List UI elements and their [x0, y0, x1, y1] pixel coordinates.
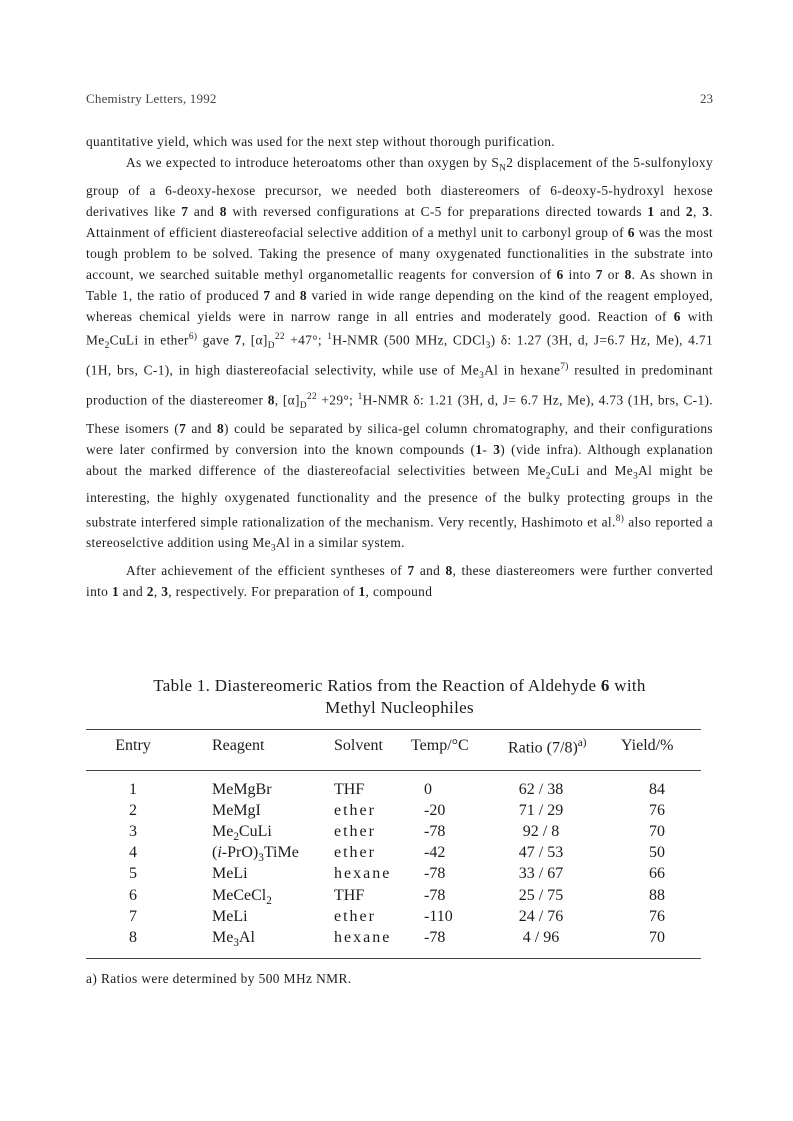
table-top-rule	[86, 729, 701, 730]
cell-temp: -42	[424, 844, 446, 862]
cell-solvent: ether	[334, 907, 376, 925]
cell-yield: 88	[649, 886, 665, 904]
cell-reagent: MeLi	[212, 865, 248, 883]
table-row	[86, 929, 701, 950]
table-row	[86, 781, 701, 802]
header-ratio-note: a)	[577, 737, 587, 749]
table-caption	[86, 675, 713, 719]
table-header-row	[86, 737, 701, 761]
table-caption-line-1: Table 1. Diastereomeric Ratios from the Reaction of Aldehyde 6 with	[153, 676, 646, 695]
cell-yield: 70	[649, 823, 665, 841]
cell-yield: 66	[649, 865, 665, 883]
cell-ratio: 33 / 67	[518, 865, 564, 883]
cell-solvent: THF	[334, 781, 365, 798]
cell-solvent: THF	[334, 886, 365, 904]
cell-ratio: 71 / 29	[518, 802, 564, 820]
cell-reagent: $Me_2CuLi$	[212, 823, 272, 844]
table-row	[86, 823, 701, 844]
cell-yield: 50	[649, 844, 665, 862]
paragraph-3: After achievement of the efficient syntheses of 7 and 8, these diastereomers were further converted into 1 and 2, 3, respectively. For preparation of 1, compound	[86, 562, 714, 599]
cell-entry: 5	[129, 865, 137, 883]
cell-temp: -78	[424, 865, 446, 883]
header-solvent: Solvent	[334, 737, 383, 754]
paragraph-1: quantitative yield, which was used for the next step without thorough purification.	[86, 134, 555, 149]
cell-solvent: ether	[334, 844, 376, 862]
header-temp: Temp/°C	[411, 737, 469, 754]
cell-temp: -78	[424, 823, 446, 841]
cell-reagent: MeLi	[212, 907, 248, 925]
body-text	[86, 131, 713, 602]
cell-solvent: hexane	[334, 865, 392, 883]
cell-temp: 0	[424, 781, 432, 798]
cell-yield: 76	[649, 802, 665, 820]
cell-entry: 7	[129, 907, 137, 925]
cell-entry: 8	[129, 928, 137, 946]
cell-yield: 76	[649, 907, 665, 925]
cell-solvent: hexane	[334, 928, 392, 946]
cell-yield: 70	[649, 928, 665, 946]
page-number: 23	[700, 91, 713, 106]
cell-ratio: 4 / 96	[522, 928, 560, 946]
table-row	[86, 887, 701, 908]
cell-reagent: MeMgBr	[212, 781, 272, 798]
cell-yield: 84	[649, 781, 665, 798]
cell-reagent: $Me_3Al$	[212, 928, 255, 949]
table-row	[86, 844, 701, 865]
running-header	[86, 91, 713, 109]
cell-reagent: MeMgI	[212, 802, 261, 820]
cell-temp: -78	[424, 886, 446, 904]
cell-temp: -20	[424, 802, 446, 820]
cell-entry: 4	[129, 844, 137, 862]
table-row	[86, 908, 701, 929]
cell-entry: 6	[129, 886, 137, 904]
cell-reagent: MeCeCl$_2$	[212, 886, 272, 907]
table-header-rule	[86, 770, 701, 771]
header-ratio	[508, 737, 586, 757]
cell-reagent: $(i-PrO)_3TiMe$	[212, 844, 299, 865]
cell-ratio: 92 / 8	[522, 823, 560, 841]
paragraph-2: As we expected to introduce heteroatoms other than oxygen by $S_N2$ displacement of the 5-sulfonyloxy group of a 6-deoxy-hexose precursor, we needed both diastereomers of 6-deoxy-5-hydroxyl hexose derivatives like 7 and 8 with reversed configurations at C-5 for preparations directed towards 1 and 2, 3. Attainment of efficient diastereofacial selective addition of a methyl unit to carbonyl group of 6 was the most tough problem to be solved. Taking the presence of many oxygenated functionalities in the substrate into account, we searched suitable methyl organometallic reagents for conversion of 6 into 7 or 8. As shown in Table 1, the ratio of produced 7 and 8 varied in wide range depending on the kind of the reagent employed, whereas chemical yields were in narrow range in all entries and moderately good. Reaction of 6 with $Me_2CuLi$ in ether$^{6)}$ gave 7, $[\alpha]_D^{22} +47^\circ$; $^1$H-NMR (500 MHz, CDCl$_3$) δ: 1.27 (3H, d, J=6.7 Hz, Me), 4.71 (1H, brs, C-1), in high diastereofacial selectivity, while use of $Me_3Al$ in hexane$^{7)}$ resulted in predominant production of the diastereomer 8, $[\alpha]_D^{22} +29^\circ$; $^1$H-NMR δ: 1.21 (3H, d, J= 6.7 Hz, Me), 4.73 (1H, brs, C-1). These isomers (7 and 8) could be separated by silica-gel column chromatography, and their configurations were later confirmed by conversion into the known compounds (1- 3) (vide infra). Although explanation about the marked difference of the diastereofacial selectivities between $Me_2CuLi$ and $Me_3Al$ might be interesting, the highly oxygenated functionality and the presence of the bulky protecting groups in the substrate interfered simple rationalization of the mechanism. Very recently, Hashimoto et al.$^{8)}$ also reported a stereoselctive addition using $Me_3Al$ in a similar system.	[86, 155, 714, 554]
cell-entry: 3	[129, 823, 137, 841]
cell-solvent: ether	[334, 823, 376, 841]
cell-temp: -110	[424, 907, 453, 925]
cell-ratio: 47 / 53	[518, 844, 564, 862]
cell-temp: -78	[424, 928, 446, 946]
journal-name: Chemistry Letters, 1992	[86, 91, 217, 106]
table-row	[86, 802, 701, 823]
cell-entry: 1	[129, 781, 137, 798]
cell-entry: 2	[129, 802, 137, 820]
cell-ratio: 24 / 76	[518, 907, 564, 925]
cell-solvent: ether	[334, 802, 376, 820]
table-caption-line-2: Methyl Nucleophiles	[325, 698, 474, 717]
table-bottom-rule	[86, 958, 701, 959]
header-entry: Entry	[115, 737, 151, 754]
table-footnote: a) Ratios were determined by 500 MHz NMR.	[86, 971, 352, 986]
table-row	[86, 865, 701, 886]
cell-ratio: 25 / 75	[518, 886, 564, 904]
header-reagent: Reagent	[212, 737, 265, 754]
cell-ratio: 62 / 38	[518, 781, 564, 798]
header-yield: Yield/%	[621, 737, 674, 754]
header-ratio-label: Ratio (7/8)	[508, 739, 578, 757]
